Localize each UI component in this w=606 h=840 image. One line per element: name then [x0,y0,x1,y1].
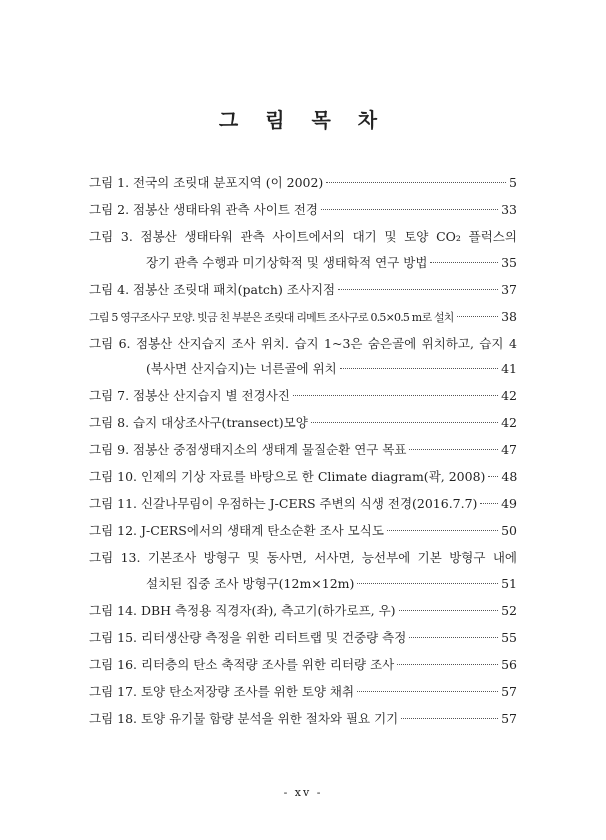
entry-caption: 그림 12. J-CERS에서의 생태계 탄소순환 조사 모식도 [89,523,384,538]
entry-caption: 그림 10. 인제의 기상 자료를 바탕으로 한 Climate diagram(곽, 2008) [89,469,486,484]
dot-leader [338,289,498,290]
dot-leader [409,637,498,638]
entry-page-number: 57 [501,683,517,699]
toc-entry[interactable] [89,706,517,732]
dot-leader [357,583,498,584]
entry-caption: 그림 1. 전국의 조릿대 분포지역 (이 2002) [89,175,324,190]
entry-caption: 장기 관측 수행과 미기상학적 및 생태학적 연구 방법 [146,254,428,270]
toc-entry[interactable] [89,277,517,303]
toc-entry[interactable] [89,545,517,596]
entry-page-number: 57 [501,710,517,726]
toc-entry[interactable] [89,625,517,651]
dot-leader [409,449,498,450]
toc-entry[interactable] [89,197,517,223]
dot-leader [397,664,498,665]
toc-entry[interactable] [89,518,517,544]
dot-leader [430,262,498,263]
toc-entry[interactable] [89,652,517,678]
entry-page-number: 37 [501,281,517,297]
page-number: - xv - [283,786,323,799]
entry-caption: 그림 18. 토양 유기물 함량 분석을 위한 절차와 필요 기기 [89,710,399,726]
entry-caption: 그림 11. 신갈나무림이 우점하는 J-CERS 주변의 식생 전경(2016.7.7) [89,496,478,511]
entry-page-number: 42 [501,415,517,430]
entry-caption: 그림 4. 점봉산 조릿대 패치(patch) 조사지점 [89,281,336,297]
entry-caption: 그림 2. 점봉산 생태타워 관측 사이트 전경 [89,202,318,217]
entry-caption: 그림 7. 점봉산 산지습지 별 전경사진 [89,388,290,403]
toc-entry[interactable] [89,170,517,196]
dot-leader [399,610,499,611]
dot-leader [387,530,498,531]
dot-leader [293,395,498,396]
entry-caption: (북사면 산지습지)는 너른골에 위치 [146,361,337,376]
dot-leader [357,691,498,692]
dot-leader [321,209,498,210]
toc-entry[interactable] [89,491,517,517]
toc-entry[interactable] [89,437,517,463]
dot-leader [457,316,498,317]
entry-page-number: 38 [501,308,517,324]
entry-page-number: 42 [501,388,517,403]
dot-leader [401,718,498,719]
entry-page-number: 50 [501,523,517,538]
entry-caption: 그림 5 영구조사구 모양. 빗금 친 부분은 조릿대 리메트 조사구로 0.5×0.5 m로 설치 [89,310,454,324]
entry-page-number: 35 [501,254,517,270]
entry-caption: 그림 9. 점봉산 중점생태지소의 생태계 물질순환 연구 목표 [89,442,407,457]
entry-page-number: 41 [501,361,517,376]
dot-leader [488,476,498,477]
entry-page-number: 56 [501,656,517,672]
toc-entry[interactable] [89,598,517,624]
table-of-figures [89,170,517,733]
toc-entry[interactable] [89,304,517,330]
entry-caption: 그림 14. DBH 측정용 직경자(좌), 측고기(하가로프, 우) [89,602,396,618]
toc-entry[interactable] [89,331,517,382]
dot-leader [326,182,506,183]
toc-entry[interactable] [89,410,517,436]
entry-caption: 그림 6. 점봉산 산지습지 조사 위치. 습지 1~3은 숨은골에 위치하고, 습지 4 [89,335,517,351]
toc-entry[interactable] [89,679,517,705]
dot-leader [480,503,498,504]
dot-leader [340,368,498,369]
entry-caption: 그림 13. 기본조사 방형구 및 동사면, 서사면, 능선부에 기본 방형구 내에 [89,550,517,565]
entry-caption: 설치된 집중 조사 방형구(12m×12m) [146,575,355,591]
entry-caption: 그림 3. 점봉산 생태타워 관측 사이트에서의 대기 및 토양 CO₂ 플럭스의 [89,229,517,244]
entry-page-number: 52 [501,602,517,618]
entry-page-number: 47 [501,442,517,457]
entry-page-number: 55 [501,629,517,645]
entry-caption: 그림 15. 리터생산량 측정을 위한 리터트랩 및 건중량 측정 [89,629,407,645]
entry-caption: 그림 8. 습지 대상조사구(transect)모양 [89,415,308,430]
toc-entry[interactable] [89,224,517,275]
entry-caption: 그림 16. 리터층의 탄소 축적량 조사를 위한 리터량 조사 [89,656,395,672]
entry-page-number: 49 [501,496,517,511]
toc-entry[interactable] [89,383,517,409]
entry-page-number: 51 [501,575,517,591]
entry-caption: 그림 17. 토양 탄소저장량 조사를 위한 토양 채취 [89,683,355,699]
dot-leader [311,422,498,423]
entry-page-number: 5 [509,175,517,190]
entry-page-number: 48 [501,469,518,484]
page-title: 그 림 목 차 [218,108,388,132]
toc-entry[interactable] [89,464,517,490]
entry-page-number: 33 [501,202,517,217]
